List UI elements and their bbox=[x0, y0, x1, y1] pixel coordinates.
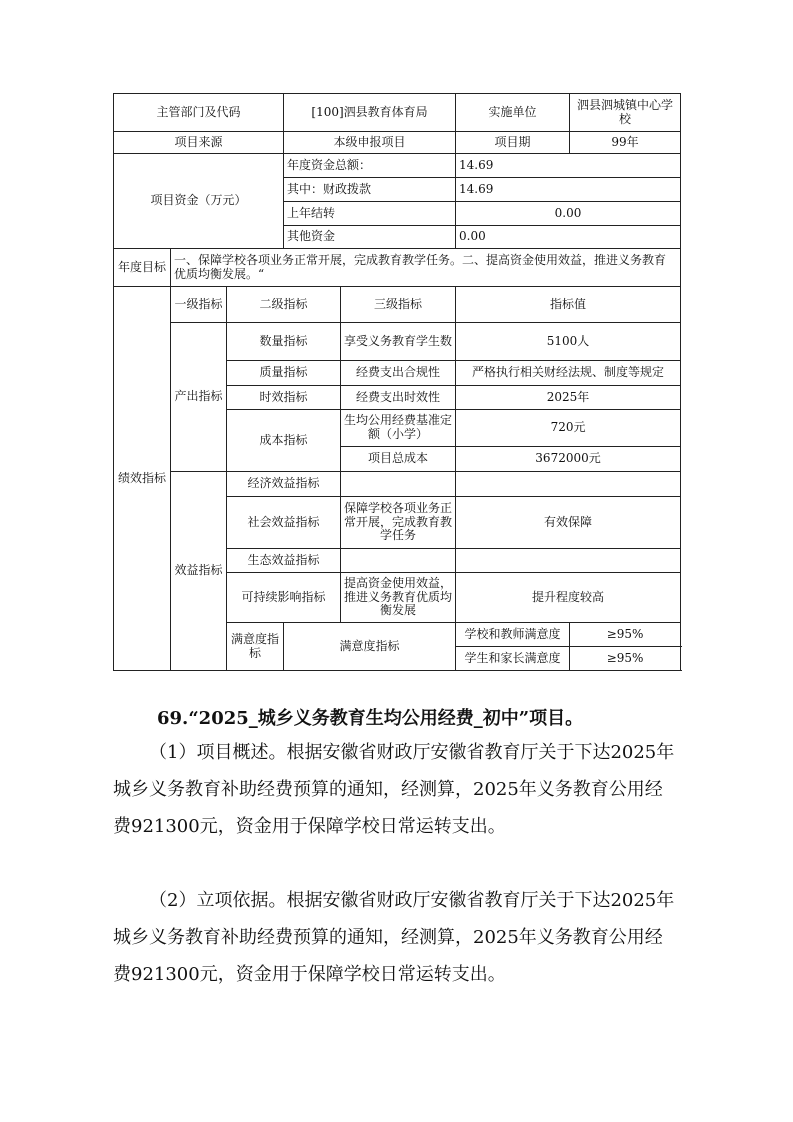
cell-eco-l2: 生态效益指标 bbox=[227, 549, 341, 573]
cell-head-v: 指标值 bbox=[456, 287, 681, 323]
cell-funds-fiscal-value: 14.69 bbox=[456, 178, 681, 202]
cell-cost-l2: 成本指标 bbox=[227, 410, 341, 472]
cell-funds-other-label: 其他资金 bbox=[284, 226, 456, 249]
cell-satisfaction-a-l3: 学校和教师满意度 bbox=[456, 623, 570, 647]
cell-period-label: 项目期 bbox=[456, 132, 570, 154]
overview-paragraph: （1）项目概述。根据安徽省财政厅安徽省教育厅关于下达2025年城乡义务教育补助经费预算的通知，经测算，2025年义务教育公用经费921300元，资金用于保障学校日常运转支出。 bbox=[113, 742, 675, 837]
cell-social-v: 有效保障 bbox=[456, 497, 681, 549]
cell-econ-l3 bbox=[341, 472, 456, 497]
cell-benefit-label: 效益指标 bbox=[171, 472, 227, 671]
cell-funds-total-value: 14.69 bbox=[456, 154, 681, 178]
cell-period-value: 99年 bbox=[570, 132, 681, 154]
cell-dept-value: [100]泗县教育体育局 bbox=[284, 94, 456, 132]
performance-table bbox=[113, 93, 681, 671]
cell-cost-b-v: 3672000元 bbox=[456, 447, 681, 472]
cell-funds-carryover-label: 上年结转 bbox=[284, 202, 456, 226]
cell-funds-fiscal-label: 其中：财政拨款 bbox=[284, 178, 456, 202]
cell-goal-label: 年度目标 bbox=[114, 249, 171, 287]
cell-eco-l3 bbox=[341, 549, 456, 573]
cell-time-l2: 时效指标 bbox=[227, 386, 341, 410]
cell-social-l2: 社会效益指标 bbox=[227, 497, 341, 549]
cell-cost-a-l3: 生均公用经费基准定额（小学） bbox=[341, 410, 456, 447]
cell-satisfaction-l2: 满意度指标 bbox=[284, 623, 456, 671]
cell-funds-total-label: 年度资金总额： bbox=[284, 154, 456, 178]
basis-paragraph: （2）立项依据。根据安徽省财政厅安徽省教育厅关于下达2025年城乡义务教育补助经费预算的通知，经测算，2025年义务教育公用经费921300元，资金用于保障学校日常运转支出。 bbox=[113, 890, 675, 985]
cell-impl-value: 泗县泗城镇中心学校 bbox=[570, 94, 681, 132]
cell-output-label: 产出指标 bbox=[171, 323, 227, 472]
project-heading: 69.“2025_城乡义务教育生均公用经费_初中”项目。 bbox=[157, 708, 584, 729]
cell-sustain-l2: 可持续影响指标 bbox=[227, 573, 341, 623]
cell-head-l3: 三级指标 bbox=[341, 287, 456, 323]
cell-funds-label: 项目资金（万元） bbox=[114, 154, 284, 249]
cell-source-label: 项目来源 bbox=[114, 132, 284, 154]
cell-econ-l2: 经济效益指标 bbox=[227, 472, 341, 497]
cell-dept-label: 主管部门及代码 bbox=[114, 94, 284, 132]
cell-sustain-l3: 提高资金使用效益，推进义务教育优质均衡发展 bbox=[341, 573, 456, 623]
cell-funds-carryover-value: 0.00 bbox=[456, 202, 681, 226]
cell-funds-other-value: 0.00 bbox=[456, 226, 681, 249]
cell-qual-v: 严格执行相关财经法规、制度等规定 bbox=[456, 361, 681, 386]
cell-impl-label: 实施单位 bbox=[456, 94, 570, 132]
cell-sustain-v: 提升程度较高 bbox=[456, 573, 681, 623]
cell-qty-l3: 享受义务教育学生数 bbox=[341, 323, 456, 361]
cell-cost-b-l3: 项目总成本 bbox=[341, 447, 456, 472]
cell-social-l3: 保障学校各项业务正常开展，完成教育教学任务 bbox=[341, 497, 456, 549]
cell-cost-a-v: 720元 bbox=[456, 410, 681, 447]
cell-head-l2: 二级指标 bbox=[227, 287, 341, 323]
cell-qty-v: 5100人 bbox=[456, 323, 681, 361]
cell-perf-label: 绩效指标 bbox=[114, 287, 171, 671]
cell-qual-l3: 经费支出合规性 bbox=[341, 361, 456, 386]
cell-satisfaction-a-v: ≥95% bbox=[570, 623, 681, 647]
cell-satisfaction-label: 满意度指标 bbox=[227, 623, 284, 671]
cell-satisfaction-b-v: ≥95% bbox=[570, 647, 681, 671]
cell-goal-text: 一、保障学校各项业务正常开展，完成教育教学任务。二、提高资金使用效益，推进义务教育优质均衡发展。“ bbox=[171, 249, 681, 287]
cell-head-l1: 一级指标 bbox=[171, 287, 227, 323]
cell-satisfaction-b-l3: 学生和家长满意度 bbox=[456, 647, 570, 671]
cell-qual-l2: 质量指标 bbox=[227, 361, 341, 386]
cell-time-v: 2025年 bbox=[456, 386, 681, 410]
cell-time-l3: 经费支出时效性 bbox=[341, 386, 456, 410]
cell-econ-v bbox=[456, 472, 681, 497]
cell-qty-l2: 数量指标 bbox=[227, 323, 341, 361]
cell-source-value: 本级申报项目 bbox=[284, 132, 456, 154]
cell-eco-v bbox=[456, 549, 681, 573]
